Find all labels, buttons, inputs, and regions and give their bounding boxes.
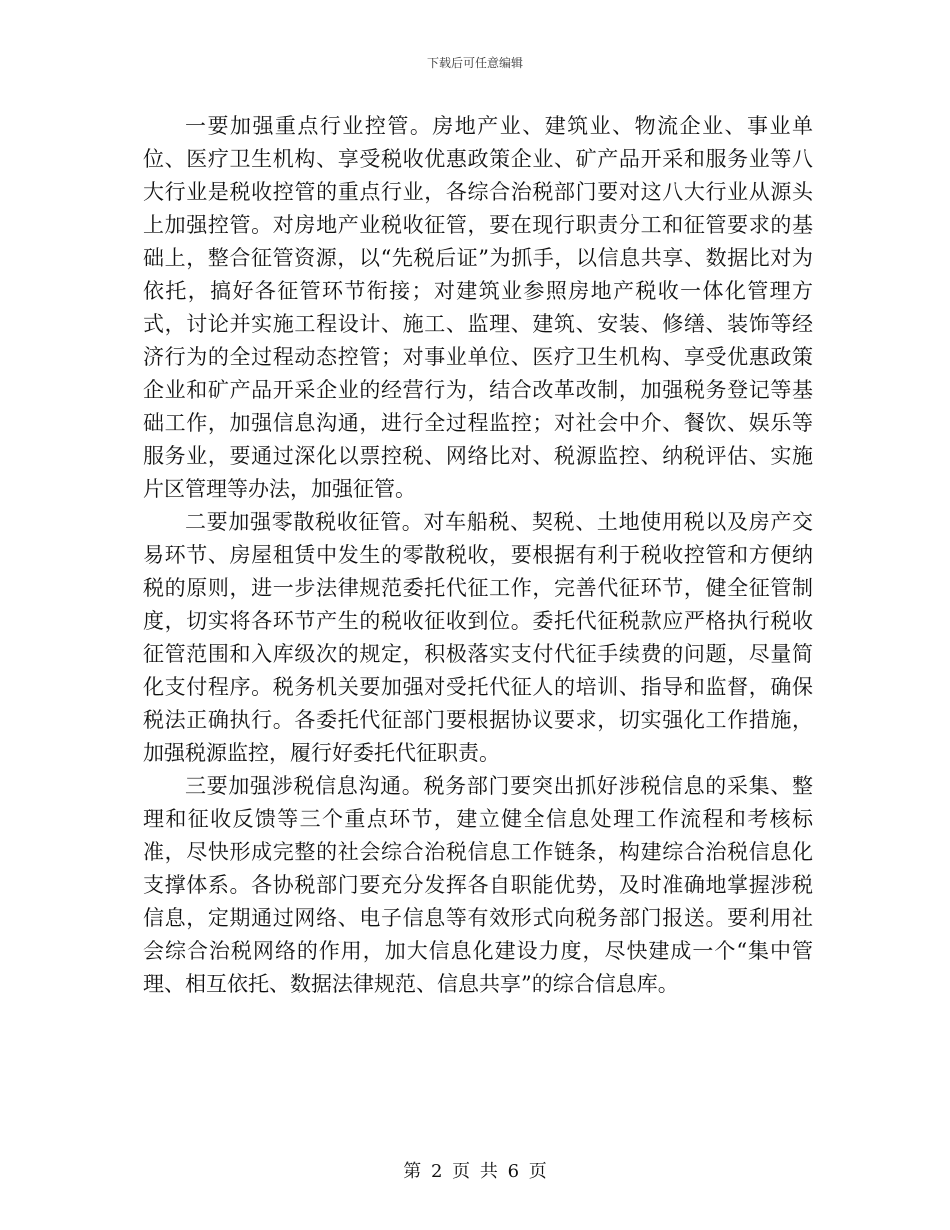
- paragraph-1: 一要加强重点行业控管。房地产业、建筑业、物流企业、事业单位、医疗卫生机构、享受税收优惠政策企业、矿产品开采和服务业等八大行业是税收控管的重点行业，各综合治税部门要对这八大行业从源头上加强控管。对房地产业税收征管，要在现行职责分工和征管要求的基础上，整合征管资源，以“先税后证”为抓手，以信息共享、数据比对为依托，搞好各征管环节衔接；对建筑业参照房地产税收一体化管理方式，讨论并实施工程设计、施工、监理、建筑、安装、修缮、装饰等经济行为的全过程动态控管；对事业单位、医疗卫生机构、享受优惠政策企业和矿产品开采企业的经营行为，结合改革改制，加强税务登记等基础工作，加强信息沟通，进行全过程监控；对社会中介、餐饮、娱乐等服务业，要通过深化以票控税、网络比对、税源监控、纳税评估、实施片区管理等办法，加强征管。: [143, 114, 813, 501]
- paragraph-2: 二要加强零散税收征管。对车船税、契税、土地使用税以及房产交易环节、房屋租赁中发生的零散税收，要根据有利于税收控管和方便纳税的原则，进一步法律规范委托代征工作，完善代征环节，健全征管制度，切实将各环节产生的税收征收到位。委托代征税款应严格执行税收征管范围和入库级次的规定，积极落实支付代征手续费的问题，尽量简化支付程序。税务机关要加强对受托代征人的培训、指导和监督，确保税法正确执行。各委托代征部门要根据协议要求，切实强化工作措施，加强税源监控，履行好委托代征职责。: [143, 510, 813, 765]
- paragraph-3: 三要加强涉税信息沟通。税务部门要突出抓好涉税信息的采集、整理和征收反馈等三个重点环节，建立健全信息处理工作流程和考核标准，尽快形成完整的社会综合治税信息工作链条，构建综合治税信息化支撑体系。各协税部门要充分发挥各自职能优势，及时准确地掌握涉税信息，定期通过网络、电子信息等有效形式向税务部门报送。要利用社会综合治税网络的作用，加大信息化建设力度，尽快建成一个“集中管理、相互依托、数据法律规范、信息共享”的综合信息库。: [143, 774, 813, 996]
- page-header: 下载后可任意编辑: [426, 56, 523, 70]
- document-body: [143, 110, 813, 1001]
- page-number-footer: 第 2 页 共 6 页: [403, 1161, 547, 1182]
